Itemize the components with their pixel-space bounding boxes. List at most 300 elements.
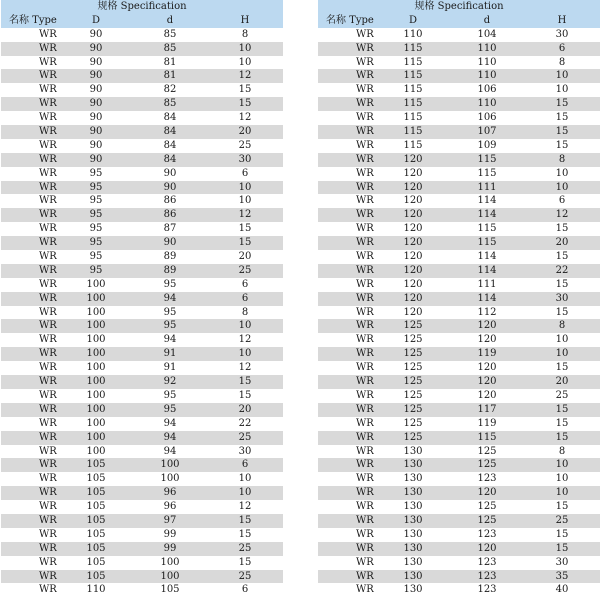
- table-row: [1, 236, 283, 250]
- cell-H: 10: [555, 348, 569, 360]
- table-row: [1, 431, 283, 445]
- table-row: [1, 403, 283, 417]
- cell-d: 111: [477, 278, 497, 290]
- table-row: [318, 139, 600, 153]
- cell-D: 90: [89, 70, 103, 82]
- cell-type: WR: [39, 84, 57, 96]
- cell-d: 89: [163, 264, 177, 276]
- cell-type: WR: [356, 389, 374, 401]
- cell-d: 125: [477, 445, 497, 457]
- cell-d: 119: [477, 348, 497, 360]
- cell-type: WR: [39, 153, 57, 165]
- cell-D: 105: [86, 570, 106, 582]
- cell-D: 95: [89, 195, 103, 207]
- table-row: [1, 292, 283, 306]
- cell-d: 95: [163, 389, 177, 401]
- table-row: [1, 500, 283, 514]
- cell-type: WR: [356, 334, 374, 346]
- cell-type: WR: [356, 195, 374, 207]
- table-row: [1, 417, 283, 431]
- cell-H: 6: [241, 167, 249, 179]
- col-D-header: D: [408, 14, 418, 26]
- cell-H: 10: [238, 195, 252, 207]
- cell-type: WR: [39, 376, 57, 388]
- cell-H: 15: [555, 431, 569, 443]
- cell-d: 110: [477, 56, 497, 68]
- cell-type: WR: [356, 251, 374, 263]
- cell-D: 95: [89, 209, 103, 221]
- cell-type: WR: [356, 487, 374, 499]
- cell-d: 123: [477, 528, 497, 540]
- cell-d: 123: [477, 570, 497, 582]
- cell-D: 120: [403, 153, 423, 165]
- col-H-header: H: [557, 14, 567, 26]
- table-row: [318, 361, 600, 375]
- col-D-header: D: [91, 14, 101, 26]
- cell-d: 115: [477, 153, 497, 165]
- cell-D: 120: [403, 167, 423, 179]
- cell-d: 94: [163, 431, 177, 443]
- cell-d: 84: [163, 153, 177, 165]
- cell-D: 115: [403, 139, 423, 151]
- col-d-header: d: [483, 14, 491, 26]
- cell-D: 90: [89, 126, 103, 138]
- cell-D: 105: [86, 556, 106, 568]
- table-row: [1, 542, 283, 556]
- cell-H: 8: [558, 56, 566, 68]
- cell-type: WR: [356, 167, 374, 179]
- table-row: [318, 236, 600, 250]
- table-row: [318, 528, 600, 542]
- cell-H: 15: [238, 528, 252, 540]
- cell-type: WR: [356, 126, 374, 138]
- cell-D: 115: [403, 42, 423, 54]
- cell-type: WR: [39, 112, 57, 124]
- cell-type: WR: [356, 417, 374, 429]
- cell-d: 95: [163, 306, 177, 318]
- spec-label: 规格 Specification: [97, 1, 187, 12]
- table-row: [1, 556, 283, 570]
- cell-H: 12: [238, 501, 252, 513]
- table-row: [318, 445, 600, 459]
- cell-type: WR: [356, 264, 374, 276]
- cell-D: 125: [403, 334, 423, 346]
- cell-d: 84: [163, 139, 177, 151]
- cell-D: 105: [86, 501, 106, 513]
- cell-H: 30: [555, 28, 569, 40]
- cell-d: 95: [163, 403, 177, 415]
- cell-d: 110: [477, 42, 497, 54]
- cell-type: WR: [356, 292, 374, 304]
- cell-H: 15: [555, 251, 569, 263]
- cell-H: 12: [238, 362, 252, 374]
- cell-H: 15: [555, 112, 569, 124]
- cell-H: 10: [555, 334, 569, 346]
- cell-type: WR: [356, 431, 374, 443]
- cell-D: 115: [403, 70, 423, 82]
- cell-type: WR: [356, 320, 374, 332]
- cell-type: WR: [356, 570, 374, 582]
- cell-H: 6: [241, 584, 249, 596]
- cell-H: 10: [238, 181, 252, 193]
- cell-type: WR: [356, 223, 374, 235]
- table-row: [318, 292, 600, 306]
- cell-H: 12: [238, 334, 252, 346]
- cell-D: 120: [403, 292, 423, 304]
- cell-d: 97: [163, 514, 177, 526]
- cell-H: 15: [555, 126, 569, 138]
- cell-d: 81: [163, 56, 177, 68]
- cell-H: 15: [238, 98, 252, 110]
- table-row: [318, 194, 600, 208]
- table-row: [318, 125, 600, 139]
- table-row: [318, 97, 600, 111]
- cell-D: 105: [86, 473, 106, 485]
- table-row: [1, 486, 283, 500]
- cell-type: WR: [39, 556, 57, 568]
- table-row: [318, 319, 600, 333]
- cell-D: 130: [403, 556, 423, 568]
- cell-H: 15: [238, 389, 252, 401]
- cell-H: 10: [555, 487, 569, 499]
- cell-D: 100: [86, 306, 106, 318]
- cell-H: 15: [238, 376, 252, 388]
- cell-type: WR: [39, 28, 57, 40]
- cell-H: 6: [241, 278, 249, 290]
- cell-type: WR: [356, 362, 374, 374]
- table-body-right: [318, 28, 600, 598]
- cell-D: 105: [86, 542, 106, 554]
- cell-type: WR: [39, 528, 57, 540]
- col-type-header: 名称 Type: [9, 14, 57, 26]
- cell-H: 6: [241, 292, 249, 304]
- cell-d: 104: [477, 28, 497, 40]
- cell-type: WR: [356, 459, 374, 471]
- cell-D: 120: [403, 181, 423, 193]
- table-row: [1, 250, 283, 264]
- table-row: [318, 306, 600, 320]
- cell-d: 114: [477, 292, 497, 304]
- cell-d: 120: [477, 320, 497, 332]
- cell-D: 95: [89, 223, 103, 235]
- cell-D: 100: [86, 376, 106, 388]
- cell-type: WR: [356, 542, 374, 554]
- table-row: [318, 403, 600, 417]
- cell-D: 105: [86, 459, 106, 471]
- cell-d: 94: [163, 445, 177, 457]
- cell-D: 105: [86, 487, 106, 499]
- cell-H: 15: [555, 501, 569, 513]
- cell-D: 120: [403, 223, 423, 235]
- table-row: [1, 570, 283, 584]
- spec-label: 规格 Specification: [414, 1, 504, 12]
- cell-H: 10: [238, 487, 252, 499]
- cell-D: 130: [403, 584, 423, 596]
- cell-d: 89: [163, 251, 177, 263]
- cell-type: WR: [39, 542, 57, 554]
- cell-type: WR: [39, 431, 57, 443]
- cell-D: 125: [403, 403, 423, 415]
- table-row: [1, 361, 283, 375]
- table-row: [318, 208, 600, 222]
- cell-D: 105: [86, 514, 106, 526]
- cell-d: 120: [477, 487, 497, 499]
- cell-H: 22: [238, 417, 252, 429]
- cell-H: 12: [238, 209, 252, 221]
- column-header-row: [1, 14, 283, 28]
- cell-type: WR: [39, 223, 57, 235]
- column-header-row: [318, 14, 600, 28]
- cell-type: WR: [39, 584, 57, 596]
- cell-H: 10: [238, 56, 252, 68]
- cell-type: WR: [39, 320, 57, 332]
- cell-d: 96: [163, 487, 177, 499]
- cell-d: 86: [163, 209, 177, 221]
- cell-H: 10: [555, 459, 569, 471]
- cell-D: 130: [403, 501, 423, 513]
- cell-d: 96: [163, 501, 177, 513]
- table-row: [318, 486, 600, 500]
- table-row: [1, 389, 283, 403]
- cell-type: WR: [39, 251, 57, 263]
- cell-D: 120: [403, 251, 423, 263]
- cell-d: 85: [163, 42, 177, 54]
- cell-D: 95: [89, 264, 103, 276]
- cell-type: WR: [39, 181, 57, 193]
- cell-H: 15: [555, 223, 569, 235]
- cell-D: 115: [403, 84, 423, 96]
- cell-D: 100: [86, 292, 106, 304]
- cell-H: 30: [238, 445, 252, 457]
- table-row: [1, 306, 283, 320]
- cell-type: WR: [39, 501, 57, 513]
- cell-D: 130: [403, 473, 423, 485]
- cell-D: 110: [86, 584, 106, 596]
- cell-H: 10: [238, 320, 252, 332]
- cell-D: 120: [403, 278, 423, 290]
- cell-D: 120: [403, 209, 423, 221]
- table-row: [318, 181, 600, 195]
- cell-type: WR: [356, 70, 374, 82]
- table-row: [1, 278, 283, 292]
- cell-D: 100: [86, 417, 106, 429]
- cell-D: 115: [403, 98, 423, 110]
- table-row: [1, 139, 283, 153]
- cell-D: 100: [86, 445, 106, 457]
- col-H-header: H: [240, 14, 250, 26]
- cell-d: 82: [163, 84, 177, 96]
- cell-d: 125: [477, 514, 497, 526]
- col-d-header: d: [166, 14, 174, 26]
- cell-H: 10: [555, 181, 569, 193]
- cell-d: 120: [477, 542, 497, 554]
- table-row: [318, 347, 600, 361]
- cell-d: 100: [160, 556, 180, 568]
- table-row: [318, 278, 600, 292]
- table-row: [318, 431, 600, 445]
- table-row: [318, 83, 600, 97]
- cell-H: 15: [555, 98, 569, 110]
- cell-type: WR: [356, 56, 374, 68]
- cell-d: 115: [477, 223, 497, 235]
- cell-H: 35: [555, 570, 569, 582]
- cell-H: 10: [238, 473, 252, 485]
- cell-d: 120: [477, 376, 497, 388]
- table-row: [318, 389, 600, 403]
- cell-D: 125: [403, 320, 423, 332]
- cell-D: 100: [86, 362, 106, 374]
- cell-d: 84: [163, 112, 177, 124]
- cell-type: WR: [39, 514, 57, 526]
- table-row: [1, 375, 283, 389]
- cell-type: WR: [356, 209, 374, 221]
- table-row: [1, 583, 283, 597]
- table-row: [318, 111, 600, 125]
- table-row: [318, 417, 600, 431]
- cell-d: 95: [163, 278, 177, 290]
- table-row: [1, 208, 283, 222]
- cell-type: WR: [356, 528, 374, 540]
- table-row: [1, 125, 283, 139]
- cell-D: 115: [403, 56, 423, 68]
- cell-type: WR: [39, 264, 57, 276]
- table-row: [1, 69, 283, 83]
- table-row: [318, 500, 600, 514]
- cell-D: 115: [403, 126, 423, 138]
- table-row: [1, 97, 283, 111]
- cell-D: 125: [403, 389, 423, 401]
- cell-H: 12: [238, 70, 252, 82]
- cell-D: 90: [89, 42, 103, 54]
- cell-d: 90: [163, 181, 177, 193]
- table-row: [1, 445, 283, 459]
- cell-d: 115: [477, 431, 497, 443]
- cell-d: 114: [477, 195, 497, 207]
- table-row: [1, 264, 283, 278]
- cell-D: 95: [89, 251, 103, 263]
- cell-H: 6: [558, 195, 566, 207]
- table-row: [318, 458, 600, 472]
- cell-d: 92: [163, 376, 177, 388]
- cell-D: 125: [403, 362, 423, 374]
- cell-H: 15: [238, 514, 252, 526]
- cell-D: 120: [403, 264, 423, 276]
- cell-type: WR: [39, 209, 57, 221]
- table-row: [1, 222, 283, 236]
- cell-D: 100: [86, 320, 106, 332]
- spec-table-right: [318, 0, 600, 597]
- cell-d: 86: [163, 195, 177, 207]
- cell-H: 25: [555, 514, 569, 526]
- cell-H: 10: [238, 42, 252, 54]
- table-row: [1, 181, 283, 195]
- table-row: [318, 222, 600, 236]
- cell-d: 120: [477, 334, 497, 346]
- cell-H: 15: [555, 542, 569, 554]
- cell-type: WR: [356, 98, 374, 110]
- table-row: [1, 111, 283, 125]
- col-type-header: 名称 Type: [326, 14, 374, 26]
- cell-D: 125: [403, 431, 423, 443]
- cell-d: 85: [163, 28, 177, 40]
- cell-d: 84: [163, 126, 177, 138]
- cell-H: 25: [238, 570, 252, 582]
- cell-type: WR: [39, 167, 57, 179]
- cell-D: 120: [403, 237, 423, 249]
- cell-type: WR: [39, 278, 57, 290]
- table-row: [1, 194, 283, 208]
- cell-type: WR: [39, 570, 57, 582]
- cell-d: 123: [477, 473, 497, 485]
- cell-d: 90: [163, 237, 177, 249]
- cell-type: WR: [39, 348, 57, 360]
- table-row: [318, 514, 600, 528]
- table-row: [318, 583, 600, 597]
- cell-D: 105: [86, 528, 106, 540]
- cell-H: 25: [555, 389, 569, 401]
- cell-type: WR: [356, 584, 374, 596]
- cell-H: 10: [238, 348, 252, 360]
- table-row: [1, 333, 283, 347]
- cell-d: 91: [163, 362, 177, 374]
- table-row: [1, 28, 283, 42]
- cell-H: 40: [555, 584, 569, 596]
- spec-header: [1, 0, 283, 14]
- cell-d: 115: [477, 237, 497, 249]
- cell-type: WR: [39, 42, 57, 54]
- cell-D: 100: [86, 431, 106, 443]
- cell-type: WR: [39, 56, 57, 68]
- cell-H: 10: [555, 70, 569, 82]
- cell-d: 125: [477, 459, 497, 471]
- cell-d: 100: [160, 459, 180, 471]
- cell-D: 100: [86, 403, 106, 415]
- cell-H: 20: [238, 251, 252, 263]
- table-row: [318, 264, 600, 278]
- cell-type: WR: [39, 417, 57, 429]
- cell-type: WR: [356, 28, 374, 40]
- cell-H: 30: [555, 556, 569, 568]
- cell-H: 15: [555, 362, 569, 374]
- cell-d: 94: [163, 334, 177, 346]
- cell-type: WR: [39, 292, 57, 304]
- cell-type: WR: [39, 389, 57, 401]
- table-row: [1, 56, 283, 70]
- cell-d: 123: [477, 584, 497, 596]
- cell-type: WR: [39, 445, 57, 457]
- cell-d: 111: [477, 181, 497, 193]
- cell-H: 15: [555, 278, 569, 290]
- cell-type: WR: [356, 348, 374, 360]
- table-row: [1, 42, 283, 56]
- cell-d: 105: [160, 584, 180, 596]
- table-row: [318, 556, 600, 570]
- cell-d: 94: [163, 292, 177, 304]
- cell-d: 120: [477, 389, 497, 401]
- cell-D: 95: [89, 237, 103, 249]
- cell-D: 125: [403, 417, 423, 429]
- cell-D: 90: [89, 98, 103, 110]
- cell-d: 123: [477, 556, 497, 568]
- cell-type: WR: [356, 237, 374, 249]
- cell-D: 130: [403, 445, 423, 457]
- cell-D: 90: [89, 28, 103, 40]
- table-row: [1, 83, 283, 97]
- cell-type: WR: [39, 70, 57, 82]
- cell-H: 12: [238, 112, 252, 124]
- cell-type: WR: [356, 376, 374, 388]
- cell-d: 90: [163, 167, 177, 179]
